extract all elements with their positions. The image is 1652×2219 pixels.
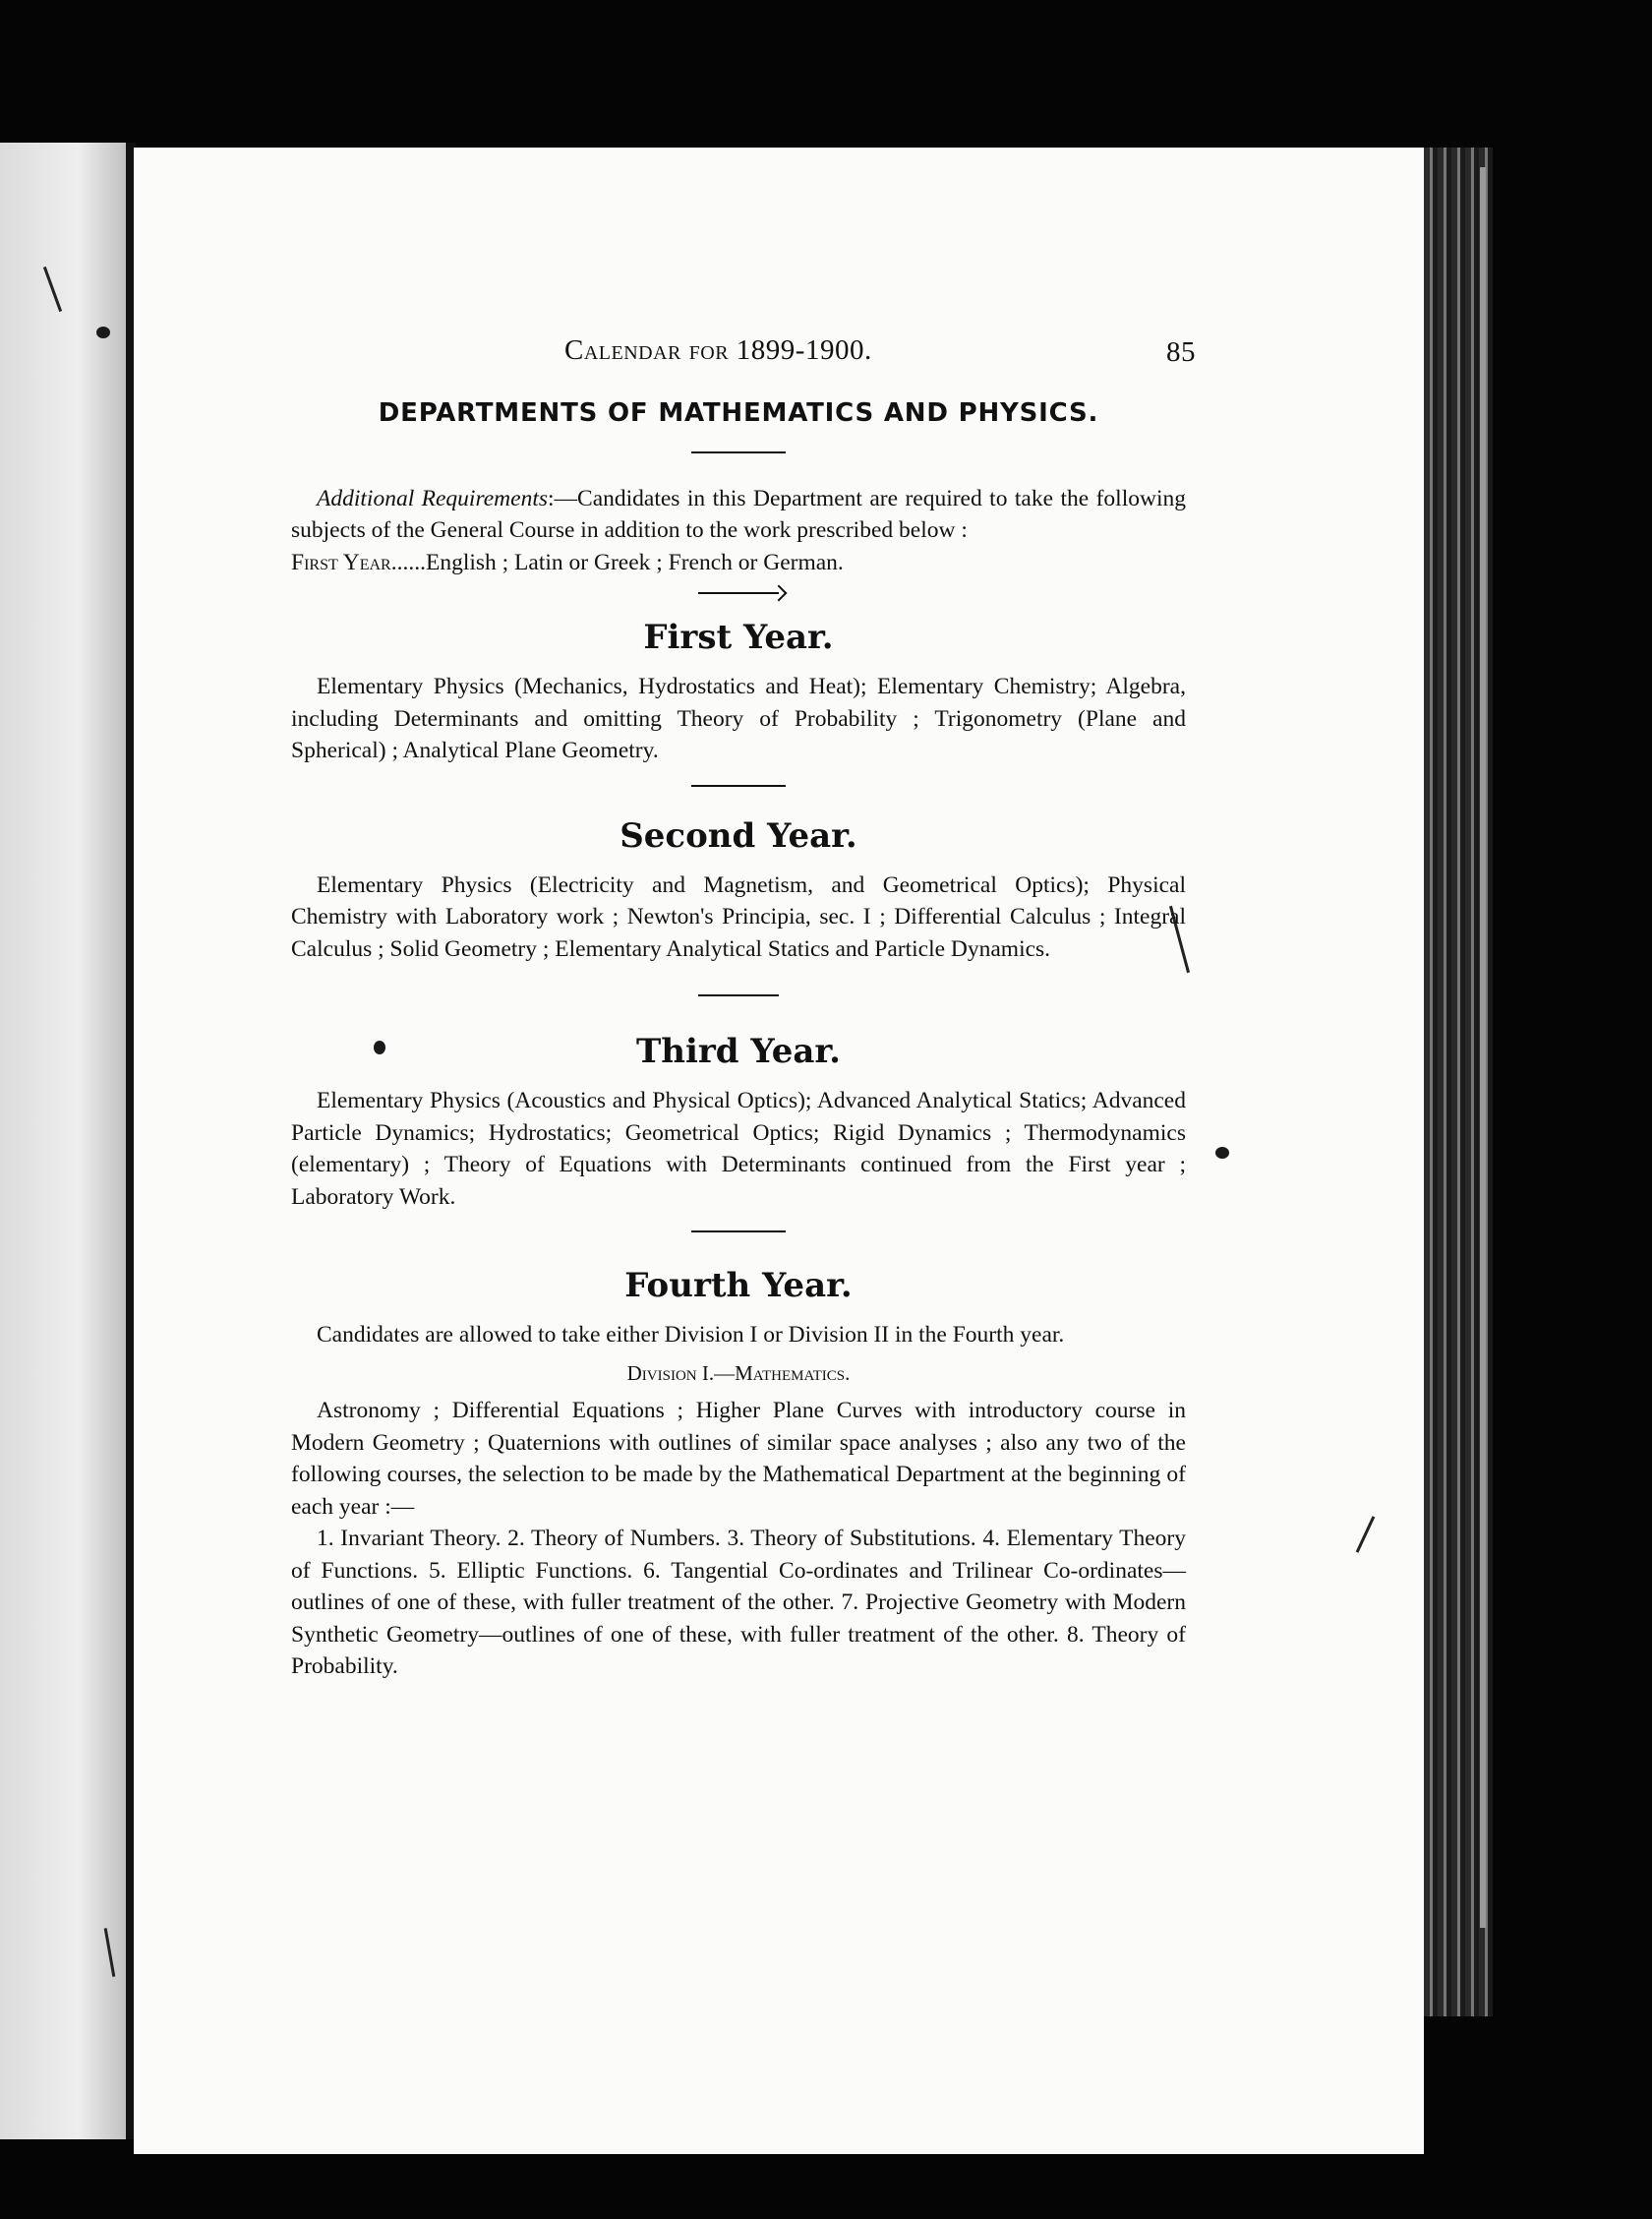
running-header — [291, 325, 1196, 368]
running-title: Calendar for 1899-1900. — [564, 334, 872, 366]
requirements-paragraph — [291, 483, 1186, 547]
section-heading-second-year: Second Year. — [620, 815, 857, 856]
page-edge-highlight — [1480, 167, 1486, 1928]
first-year-requirement-text: ......English ; Latin or Greek ; French or German. — [390, 549, 844, 575]
page-content — [291, 325, 1196, 1683]
first-year-requirement-label: First Year — [291, 549, 391, 575]
divider — [698, 994, 779, 996]
first-year-requirement — [291, 547, 1186, 579]
divider — [691, 785, 786, 787]
divider — [691, 1230, 786, 1232]
section-heading-first-year: First Year. — [643, 618, 834, 657]
fourth-year-courses: 1. Invariant Theory. 2. Theory of Numbers. 3. Theory of Substitutions. 4. Elementary Theory of Functions. 5. Elliptic Functions. 6. Tangential Co-ordinates and Trilinear Co-ordinates—outlines of one of these, with fuller treatment of the other. 7. Projective Geometry with Modern Synthetic Geometry—outlines of one of these, with fuller treatment of the other. 8. Theory of Probability. — [291, 1526, 1186, 1679]
department-title: DEPARTMENTS OF MATHEMATICS AND PHYSICS. — [378, 398, 1099, 428]
requirements-label: Additional Requirements — [317, 485, 548, 511]
first-year-paragraph: Elementary Physics (Mechanics, Hydrostatics and Heat); Elementary Chemistry; Algebra, including Determinants and omitting Theory of Probability ; Trigonometry (Plane and Spherical) ; Analytical Plane Geometry. — [291, 674, 1186, 763]
left-page-edge — [0, 143, 130, 2139]
third-year-paragraph: Elementary Physics (Acoustics and Physical Optics); Advanced Analytical Statics; Advanced Particle Dynamics; Hydrostatics; Geometrical Optics; Rigid Dynamics ; Thermodynamics (elementary) ; Theory of Equations with Determinants continued from the First year ; Laboratory Work. — [291, 1088, 1186, 1210]
fourth-year-paragraph: Astronomy ; Differential Equations ; Higher Plane Curves with introductory course in Modern Geometry ; Quaternions with outlines of similar space analyses ; also any two of the following courses, the selection to be made by the Mathematical Department at the beginning of each year :— — [291, 1398, 1186, 1520]
section-heading-third-year: Third Year. — [635, 1032, 842, 1071]
division-heading: Division I.—Mathematics. — [626, 1360, 851, 1385]
divider — [698, 592, 779, 594]
divider — [691, 451, 786, 453]
page-number: 85 — [1166, 336, 1196, 368]
section-heading-fourth-year: Fourth Year. — [624, 1266, 853, 1305]
requirements-text: :—Candidates in this Department are required to take the following subjects of the General Course in addition to the work prescribed below : — [291, 485, 1186, 543]
ink-blot — [1215, 1147, 1229, 1159]
fourth-year-intro: Candidates are allowed to take either Division I or Division II in the Fourth year. — [317, 1322, 1065, 1348]
ink-blot — [96, 327, 110, 338]
second-year-paragraph: Elementary Physics (Electricity and Magnetism, and Geometrical Optics); Physical Chemistry with Laboratory work ; Newton's Principia, sec. I ; Differential Calculus ; Integral Calculus ; Solid Geometry ; Elementary Analytical Statics and Particle Dynamics. — [291, 871, 1186, 962]
